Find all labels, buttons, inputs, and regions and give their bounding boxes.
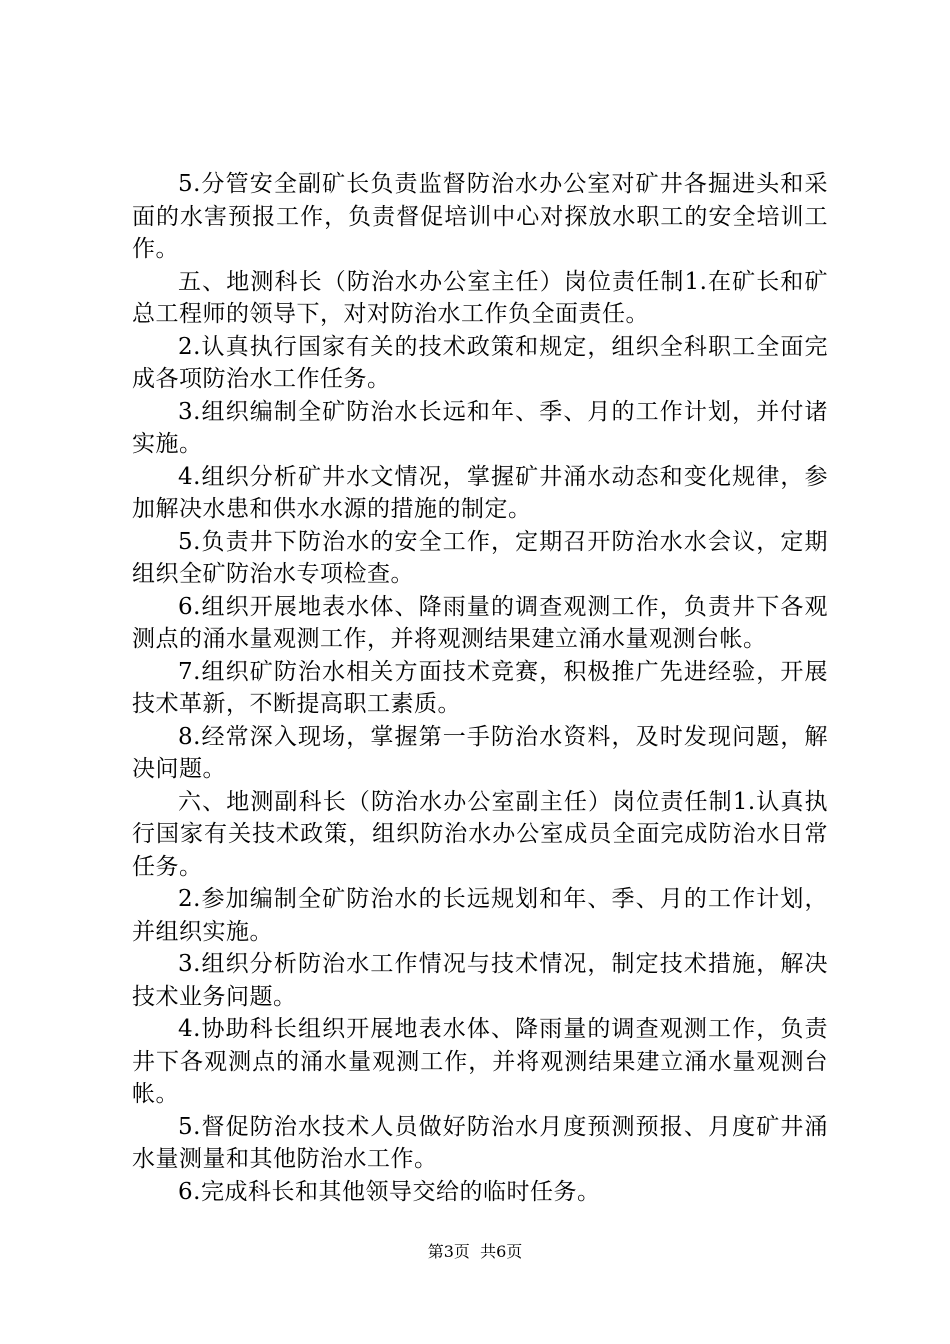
- paragraph: 5.负责井下防治水的安全工作，定期召开防治水水会议，定期组织全矿防治水专项检查。: [132, 528, 828, 587]
- paragraph: 3.组织编制全矿防治水长远和年、季、月的工作计划，并付诸实施。: [132, 398, 828, 457]
- paragraph: 2.认真执行国家有关的技术政策和规定，组织全科职工全面完成各项防治水工作任务。: [132, 333, 828, 392]
- section-five-heading-paragraph: 五、地测科长（防治水办公室主任）岗位责任制1.在矿长和矿总工程师的领导下，对对防治水工作负全面责任。: [132, 268, 828, 327]
- paragraph: 8.经常深入现场，掌握第一手防治水资料，及时发现问题，解决问题。: [132, 723, 828, 782]
- section-six-heading-paragraph: 六、地测副科长（防治水办公室副主任）岗位责任制1.认真执行国家有关技术政策，组织防治水办公室成员全面完成防治水日常任务。: [132, 788, 828, 880]
- paragraph: 5.督促防治水技术人员做好防治水月度预测预报、月度矿井涌水量测量和其他防治水工作。: [132, 1113, 828, 1172]
- paragraph: 2.参加编制全矿防治水的长远规划和年、季、月的工作计划，并组织实施。: [132, 886, 828, 945]
- paragraph: 5.分管安全副矿长负责监督防治水办公室对矿井各掘进头和采面的水害预报工作，负责督促培训中心对探放水职工的安全培训工作。: [132, 171, 828, 262]
- paragraph: 3.组织分析防治水工作情况与技术情况，制定技术措施，解决技术业务问题。: [132, 951, 828, 1010]
- paragraph: 6.完成科长和其他领导交给的临时任务。: [178, 1178, 601, 1205]
- paragraph: 7.组织矿防治水相关方面技术竞赛，积极推广先进经验，开展技术革新，不断提高职工素质。: [132, 658, 828, 717]
- document-body: [132, 168, 828, 1208]
- paragraph: 4.组织分析矿井水文情况，掌握矿井涌水动态和变化规律，参加解决水患和供水水源的措施的制定。: [132, 463, 828, 522]
- paragraph: 4.协助科长组织开展地表水体、降雨量的调查观测工作，负责井下各观测点的涌水量观测工作，并将观测结果建立涌水量观测台帐。: [132, 1016, 828, 1107]
- page-footer: 第3页 共6页: [427, 1242, 523, 1261]
- paragraph: 6.组织开展地表水体、降雨量的调查观测工作，负责井下各观测点的涌水量观测工作，并将观测结果建立涌水量观测台帐。: [132, 593, 828, 652]
